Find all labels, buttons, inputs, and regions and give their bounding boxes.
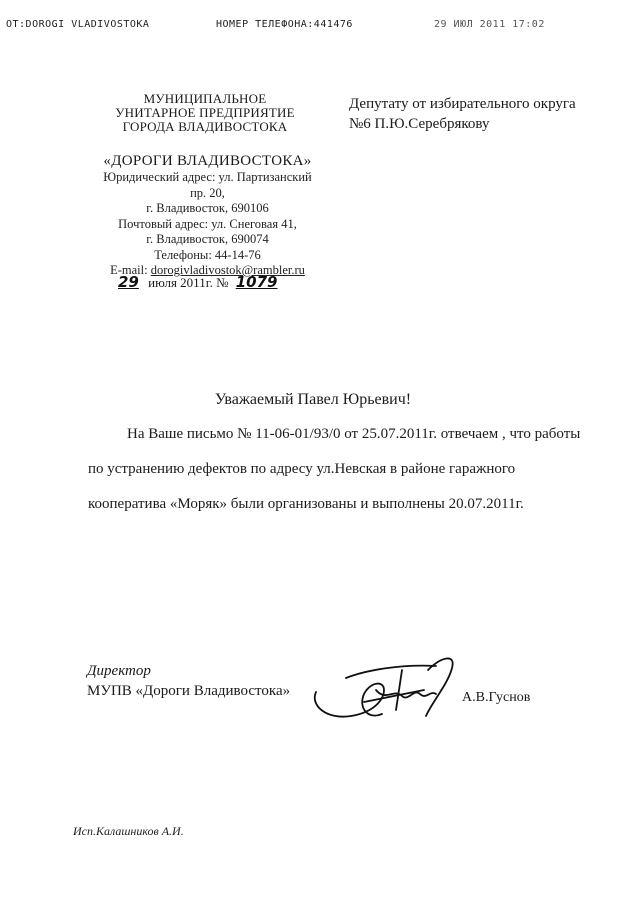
phones: Телефоны: 44-14-76: [154, 247, 261, 262]
org-line: УНИТАРНОЕ ПРЕДПРИЯТИЕ: [115, 105, 295, 120]
fax-sender: OT:DOROGI VLADIVOSTOKA: [6, 19, 150, 30]
org-line: ГОРОДА ВЛАДИВОСТОКА: [122, 119, 288, 134]
signatory-title: Директор: [87, 663, 151, 679]
addressee-line: №6 П.Ю.Серебрякову: [349, 116, 490, 132]
address-line: пр. 20,: [190, 185, 225, 200]
date-day-handwritten: 29: [118, 273, 139, 291]
body-line-2: по устранению дефектов по адресу ул.Невская в районе гаражного: [88, 461, 516, 477]
handwritten-signature: [306, 650, 466, 732]
signatory-name: А.В.Гуснов: [462, 690, 531, 705]
email-label: E-mail:: [110, 263, 148, 277]
greeting-text: Уважаемый Павел Юрьевич!: [214, 391, 412, 408]
address-line: г. Владивосток, 690074: [146, 232, 269, 246]
signatory-position: [87, 661, 290, 701]
addressee-line: Депутату от избирательного округа: [349, 96, 576, 112]
org-line: МУНИЦИПАЛЬНОЕ: [143, 91, 267, 106]
email-address: dorogivladivostok@rambler.ru: [150, 263, 305, 277]
address-line: Почтовый адрес: ул. Снеговая 41,: [118, 216, 297, 231]
document-number-handwritten: 1079: [235, 273, 278, 291]
address-line: Юридический адрес: ул. Партизанский: [103, 170, 312, 184]
fax-phone: НОМЕР ТЕЛЕФОНА:441476: [216, 19, 353, 30]
legal-address: [100, 170, 315, 279]
date-rest: июля 2011г. №: [148, 275, 229, 290]
body-line-3: кооператива «Моряк» были организованы и выполнены 20.07.2011г.: [88, 496, 524, 512]
org-name: «ДОРОГИ ВЛАДИВОСТОКА»: [103, 153, 312, 169]
letter-date-line: [118, 273, 277, 291]
greeting: [0, 391, 632, 409]
letterhead-org-type: [110, 92, 300, 134]
address-line: г. Владивосток, 690106: [146, 201, 269, 215]
executor-note: Исп.Калашников А.И.: [73, 824, 184, 838]
signatory-org: МУПВ «Дороги Владивостока»: [87, 683, 291, 699]
body-line-1: На Ваше письмо № 11-06-01/93/0 от 25.07.2011г. отвечаем , что работы: [127, 426, 581, 442]
fax-date: 29 ИЮЛ 2011 17:02: [434, 19, 545, 30]
addressee: [349, 94, 619, 134]
